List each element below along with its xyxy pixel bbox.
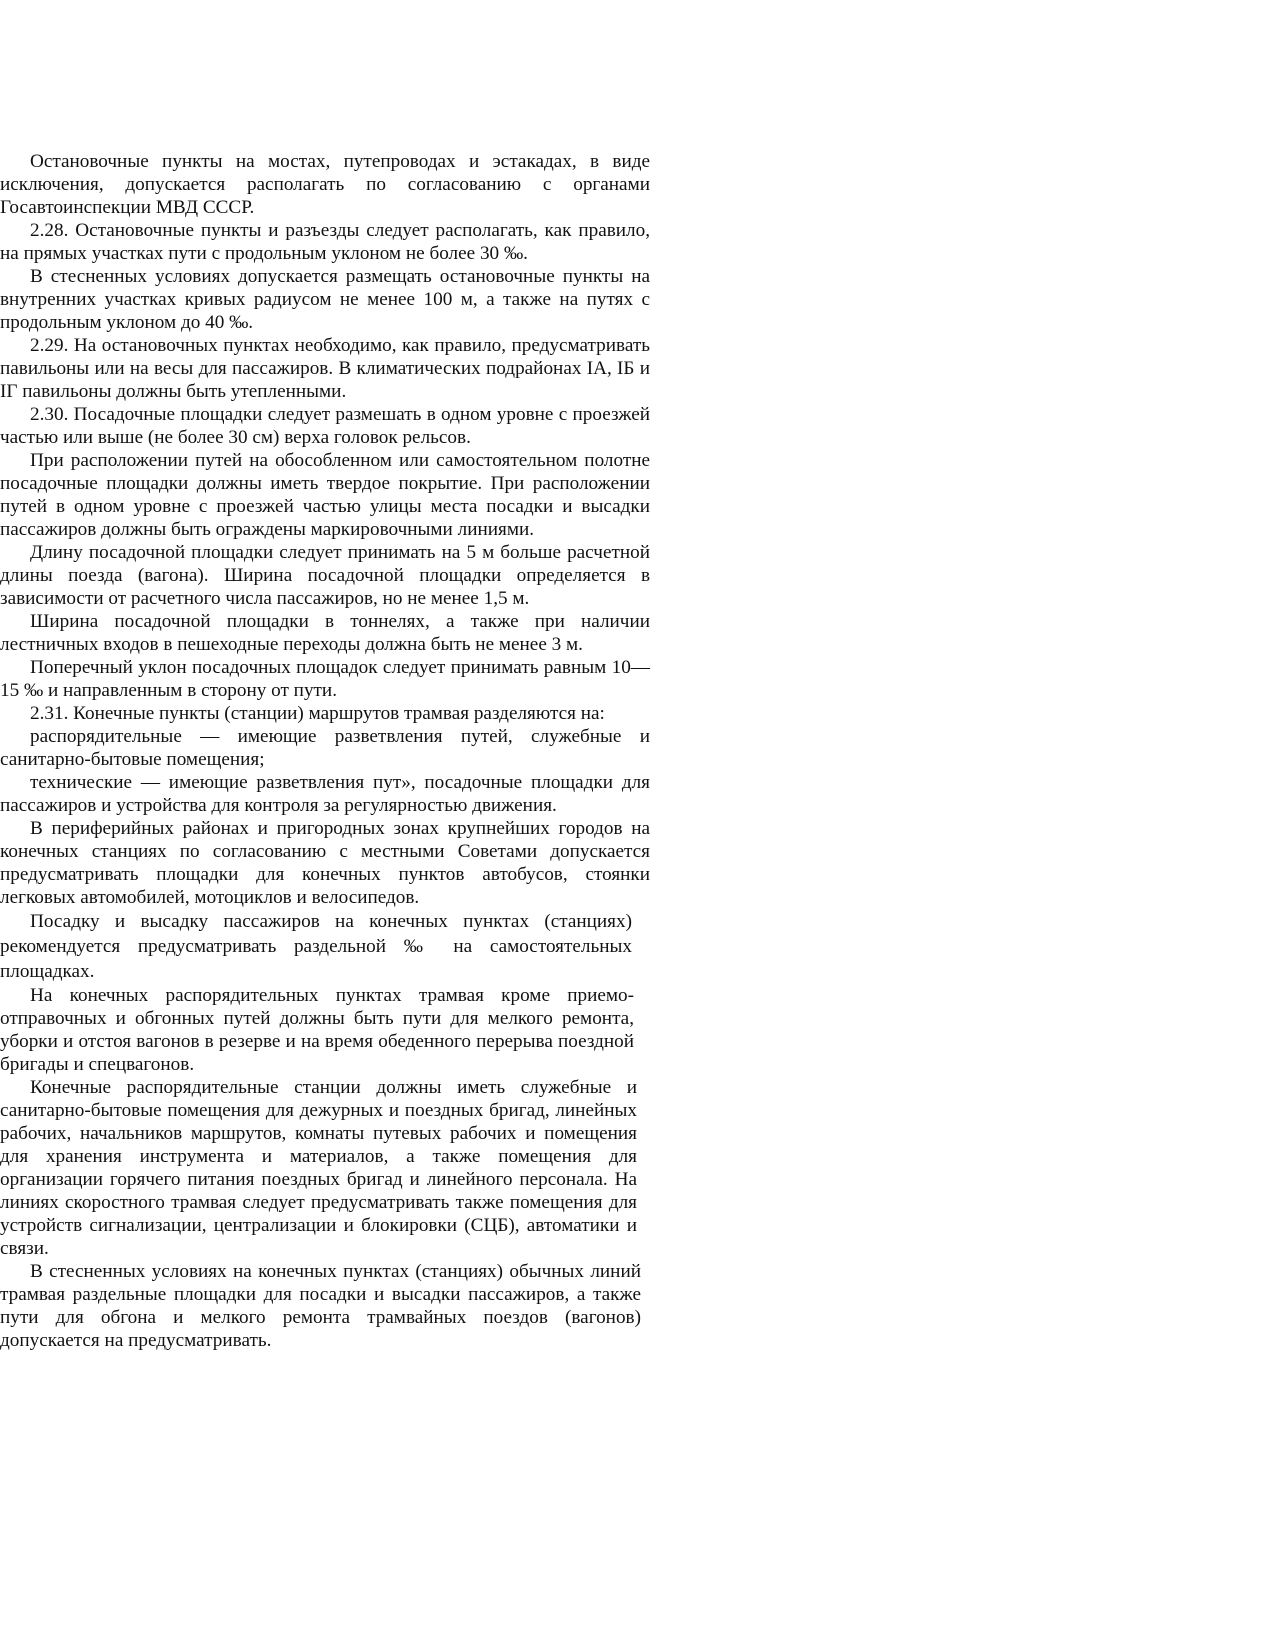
paragraph-terminal-tracks: На конечных распорядительных пунктах трамвая кроме приемо-отправочных и обгонных путей должны быть пути для мелкого ремонта, уборки и отстоя вагонов в резерве и на время обеденного перерыва поездной бригады и спецвагонов. <box>0 985 634 1075</box>
text-column-continued-c <box>0 1076 637 1260</box>
paragraph-technical-stations: технические — имеющие разветвления пут», посадочные площадки для пассажиров и устройства для контроля за регулярностью движения. <box>0 772 650 816</box>
paragraph-dispatch-stations: распорядительные — имеющие разветвления путей, служебные и санитарно-бытовые помещения; <box>0 726 650 770</box>
text-column-continued-d <box>0 1260 641 1352</box>
paragraph-boarding-alighting: Посадку и высадку пассажиров на конечных пунктах (станциях) рекомендуется предусматривать раздельной ‰ на самостоятельных площадках. <box>0 911 632 982</box>
document-page <box>0 150 1275 1352</box>
paragraph-cross-slope: Поперечный уклон посадочных площадок следует принимать равным 10—15 ‰ и направленным в сторону от пути. <box>0 657 650 701</box>
text-column <box>0 150 650 909</box>
paragraph-peripheral-areas: В периферийных районах и пригородных зонах крупнейших городов на конечных станциях по согласованию с местными Советами допускается предусматривать площадки для конечных пунктов автобусов, стоянки легковых автомобилей, мотоциклов и велосипедов. <box>0 818 650 908</box>
paragraph-terminal-premises: Конечные распорядительные станции должны иметь служебные и санитарно-бытовые помещения для дежурных и поездных бригад, линейных рабочих, начальников маршрутов, комнаты путевых рабочих и помещения для хранения инструмента и материалов, а также помещения для организации горячего питания поездных бригад и линейного персонала. На линиях скоростного трамвая следует предусматривать также помещения для устройств сигнализации, централизации и блокировки (СЦБ), автоматики и связи. <box>0 1077 637 1259</box>
text-column-continued-a <box>0 909 632 984</box>
paragraph-2-28: 2.28. Остановочные пункты и разъезды следует располагать, как правило, на прямых участках пути с продольным уклоном не более 30 ‰. <box>0 220 650 264</box>
paragraph-2-30: 2.30. Посадочные площадки следует размешать в одном уровне с проезжей частью или выше (не более 30 см) верха головок рельсов. <box>0 404 650 448</box>
paragraph-constrained-terminals: В стесненных условиях на конечных пунктах (станциях) обычных линий трамвая раздельные площадки для посадки и высадки пассажиров, а также пути для обгона и мелкого ремонта трамвайных поездов (вагонов) допускается на предусматривать. <box>0 1261 641 1351</box>
paragraph-2-29: 2.29. На остановочных пунктах необходимо, как правило, предусматривать павильоны или на весы для пассажиров. В климатических подрайонах IA, IБ и IГ павильоны должны быть утепленными. <box>0 335 650 402</box>
paragraph-platform-length: Длину посадочной площадки следует принимать на 5 м больше расчетной длины поезда (вагона). Ширина посадочной площадки определяется в зависимости от расчетного числа пассажиров, но не менее 1,5 м. <box>0 542 650 609</box>
paragraph-constrained-conditions: В стесненных условиях допускается размещать остановочные пункты на внутренних участках кривых радиусом не менее 100 м, а также на путях с продольным уклоном до 40 ‰. <box>0 266 650 333</box>
paragraph-platform-width-tunnels: Ширина посадочной площадки в тоннелях, а также при наличии лестничных входов в пешеходные переходы должна быть не менее 3 м. <box>0 611 650 655</box>
paragraph-2-31: 2.31. Конечные пункты (станции) маршрутов трамвая разделяются на: <box>30 703 605 724</box>
paragraph-bridges: Остановочные пункты на мостах, путепроводах и эстакадах, в виде исключения, допускается располагать по согласованию с органами Госавтоинспекции МВД СССР. <box>0 151 650 218</box>
text-column-continued-b <box>0 984 634 1076</box>
paragraph-separate-track: При расположении путей на обособленном или самостоятельном полотне посадочные площадки должны иметь твердое покрытие. При расположении путей в одном уровне с проезжей частью улицы места посадки и высадки пассажиров должны быть ограждены маркировочными линиями. <box>0 450 650 540</box>
